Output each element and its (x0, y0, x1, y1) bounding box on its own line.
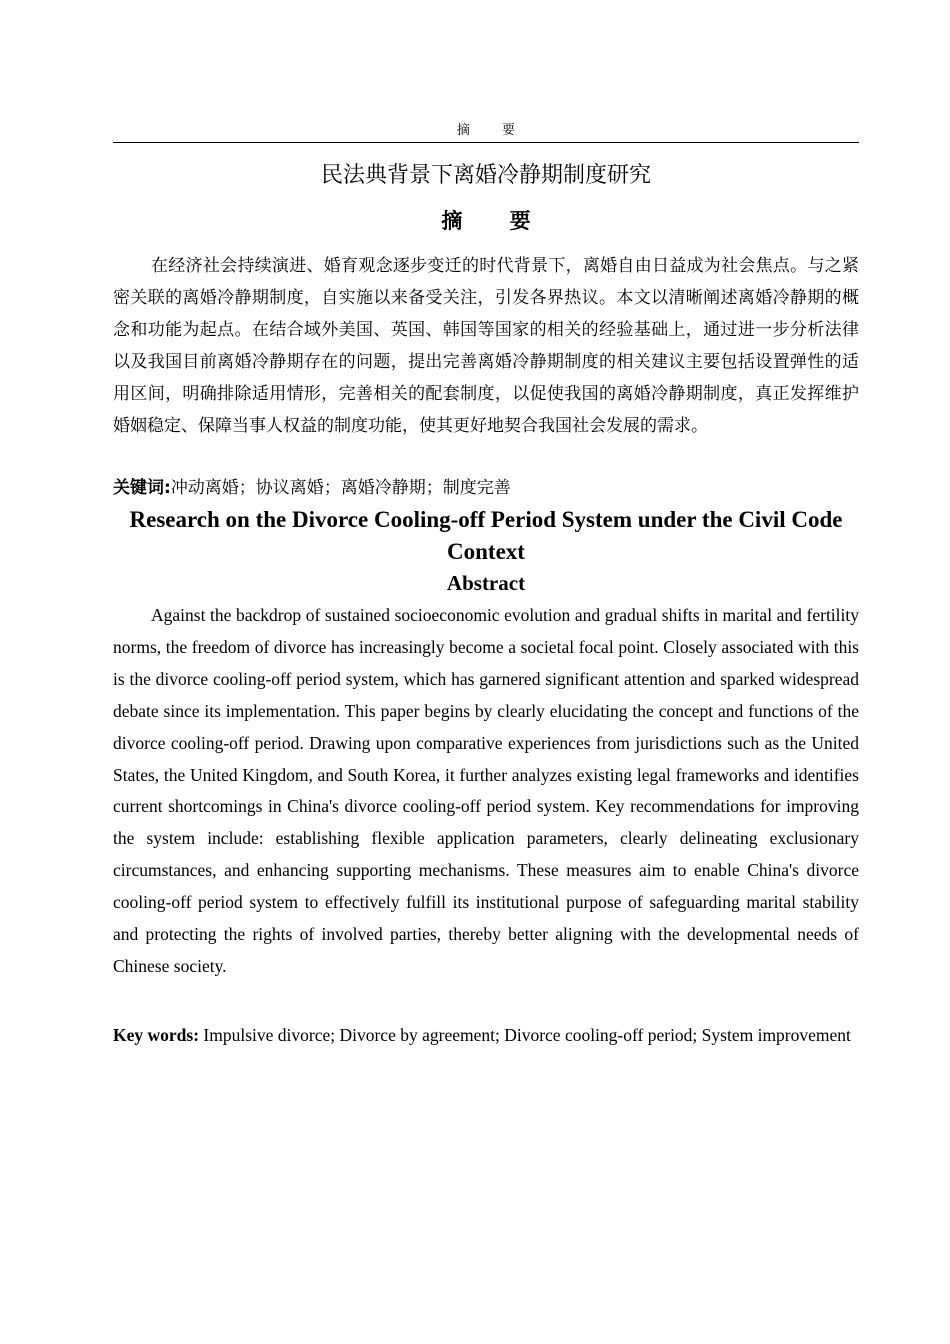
english-abstract-heading: Abstract (446, 571, 526, 595)
english-keywords (113, 1016, 876, 1054)
english-keywords-label: Key words: (113, 1025, 200, 1045)
running-head: 摘 要 (456, 123, 530, 138)
chinese-keywords-label: 关键词: (113, 478, 171, 498)
english-title: Research on the Divorce Cooling-off Period System under the Civil Code Context (129, 507, 843, 564)
chinese-keywords (113, 474, 859, 502)
chinese-abstract-heading: 摘 要 (441, 209, 551, 233)
chinese-keywords-text: 冲动离婚；协议离婚；离婚冷静期；制度完善 (170, 478, 511, 498)
header-divider (113, 142, 859, 143)
chinese-title: 民法典背景下离婚冷静期制度研究 (320, 163, 651, 188)
english-abstract-body: Against the backdrop of sustained socioeconomic evolution and gradual shifts in marital and fertility norms, the freedom of divorce has increasingly become a societal focal point. Closely associated with this is the divorce cooling-off period system, which has garnered significant attention and sparked widespread debate since its implementation. This paper begins by clearly elucidating the concept and functions of the divorce cooling-off period. Drawing upon comparative experiences from jurisdictions such as the United States, the United Kingdom, and South Korea, it further analyzes existing legal frameworks and identifies current shortcomings in China's divorce cooling-off period system. Key recommendations for improving the system include: establishing flexible application parameters, clearly delineating exclusionary circumstances, and enhancing supporting mechanisms. These measures aim to enable China's divorce cooling-off period system to effectively fulfill its institutional purpose of safeguarding marital stability and protecting the rights of involved parties, thereby better aligning with the developmental needs of Chinese society. (113, 605, 859, 976)
chinese-abstract-body: 在经济社会持续演进、婚育观念逐步变迁的时代背景下，离婚自由日益成为社会焦点。与之紧密关联的离婚冷静期制度，自实施以来备受关注，引发各界热议。本文以清晰阐述离婚冷静期的概念和功能为起点。在结合域外美国、英国、韩国等国家的相关的经验基础上，通过进一步分析法律以及我国目前离婚冷静期存在的问题，提出完善离婚冷静期制度的相关建议主要包括设置弹性的适用区间，明确排除适用情形，完善相关的配套制度，以促使我国的离婚冷静期制度，真正发挥维护婚姻稳定、保障当事人权益的制度功能，使其更好地契合我国社会发展的需求。 (113, 256, 859, 436)
english-keywords-text: Impulsive divorce; Divorce by agreement; Divorce cooling-off period; System improvement (199, 1025, 851, 1045)
